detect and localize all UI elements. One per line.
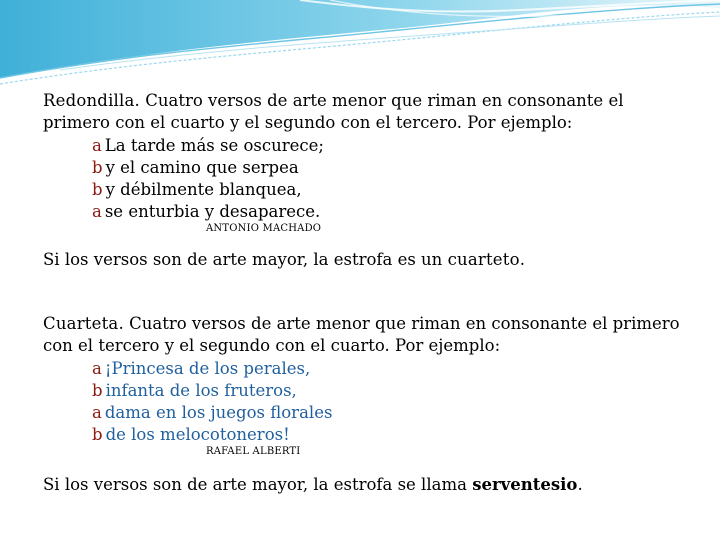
verse-text: y débilmente blanquea, [105,180,302,199]
header-wave-decoration [0,0,720,95]
verse-text: dama en los juegos florales [104,403,333,422]
rhyme-letter: a [92,359,102,378]
poem-author: ANTONIO MACHADO [206,223,322,234]
redondilla-poem [92,135,683,223]
rhyme-letter: b [92,158,103,177]
verse-text: se enturbia y desaparece. [104,202,321,221]
poem-verse [92,135,683,157]
rhyme-letter: a [92,136,102,155]
cuarteta-term: Cuarteta. [43,314,124,333]
poem-verse [92,358,683,380]
rhyme-letter: b [92,425,103,444]
note-end: . [519,250,525,269]
poem-author: RAFAEL ALBERTI [206,446,301,457]
poem-verse [92,424,683,446]
verse-text: y el camino que serpea [105,158,299,177]
redondilla-note [43,249,683,271]
redondilla-term: Redondilla. [43,91,140,110]
cuarteta-note [43,474,683,496]
note-term: serventesio [472,475,578,494]
poem-verse [92,402,683,424]
cuarteta-poem [92,358,683,446]
verse-text: La tarde más se oscurece; [104,136,324,155]
poem-verse [92,201,683,223]
rhyme-letter: a [92,403,102,422]
note-end: . [577,475,583,494]
verse-text: ¡Princesa de los perales, [104,359,311,378]
poem-verse [92,179,683,201]
poem-verse [92,157,683,179]
cuarteta-definition [43,313,683,357]
rhyme-letter: b [92,180,103,199]
verse-text: infanta de los fruteros, [105,381,297,400]
cuarteta-text: Cuatro versos de arte menor que riman en consonante el primero con el tercero y el segundo con el cuarto. Por ejemplo: [43,314,680,355]
note-term: cuarteto [447,250,520,269]
rhyme-letter: a [92,202,102,221]
rhyme-letter: b [92,381,103,400]
slide-content [43,90,683,496]
redondilla-text: Cuatro versos de arte menor que riman en consonante el primero con el cuarto y el segundo con el tercero. Por ejemplo: [43,91,624,132]
verse-text: de los melocotoneros! [105,425,290,444]
note-text: Si los versos son de arte mayor, la estrofa es un [43,250,448,269]
redondilla-definition [43,90,683,134]
note-text: Si los versos son de arte mayor, la estrofa se llama [43,475,473,494]
poem-verse [92,380,683,402]
